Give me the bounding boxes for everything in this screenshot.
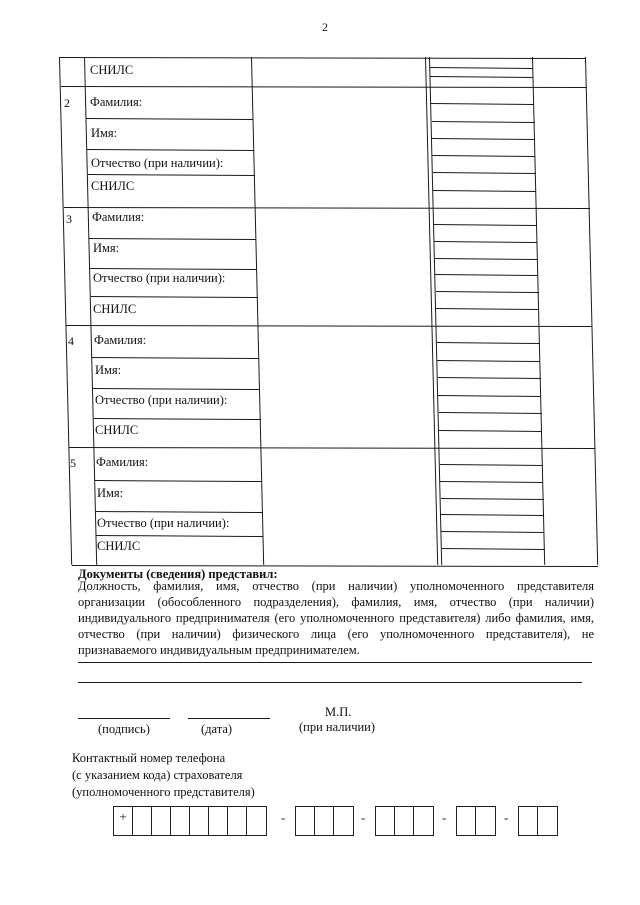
signature-line — [78, 682, 582, 683]
section-description: Должность, фамилия, имя, отчество (при наличии) уполномоченного представителя организации (обособленного подразделения), фамилия, имя, отчество (при наличии) индивидуального предпринимателя (его уполномоченного представителя) либо фамилия, имя, отчество (при наличии) физического лица (его уполномоченного представителя), не признаваемого индивидуальным предпринимателем. — [78, 579, 594, 657]
surname-label: Фамилия: — [96, 455, 149, 469]
snils-label: СНИЛС — [91, 179, 135, 193]
signature-line — [78, 718, 170, 719]
surname-label: Фамилия: — [94, 333, 147, 347]
phone-digit-cell[interactable] — [171, 807, 190, 835]
phone-area-code-field[interactable] — [295, 806, 354, 836]
phone-digit-cell[interactable] — [133, 807, 152, 835]
stamp-label: М.П. — [325, 705, 352, 719]
signature-line — [188, 718, 270, 719]
phone-digit-cell[interactable] — [209, 807, 228, 835]
name-label: Имя: — [95, 363, 122, 377]
contact-phone-caption — [72, 750, 255, 801]
patronymic-label: Отчество (при наличии): — [95, 393, 228, 407]
phone-digit-cell[interactable] — [376, 807, 395, 835]
row-number: 4 — [68, 334, 74, 348]
row-number: 5 — [70, 456, 76, 470]
phone-separator: - — [442, 810, 447, 825]
surname-label: Фамилия: — [92, 210, 145, 224]
phone-digit-cell[interactable] — [395, 807, 414, 835]
contact-line: Контактный номер телефона — [72, 751, 226, 765]
phone-country-code-field[interactable] — [113, 806, 267, 836]
phone-number-part1-field[interactable] — [375, 806, 434, 836]
row-number: 2 — [64, 96, 70, 110]
signature-line — [78, 662, 592, 663]
name-label: Имя: — [97, 486, 124, 500]
patronymic-label: Отчество (при наличии): — [91, 156, 224, 170]
phone-digit-cell[interactable] — [538, 807, 557, 835]
phone-plus-cell: + — [114, 807, 133, 835]
patronymic-label: Отчество (при наличии): — [93, 271, 226, 285]
phone-separator: - — [361, 810, 366, 825]
date-label: (дата) — [201, 722, 233, 736]
phone-digit-cell[interactable] — [247, 807, 266, 835]
page-number: 2 — [322, 20, 328, 34]
phone-digit-cell[interactable] — [334, 807, 353, 835]
phone-digit-cell[interactable] — [457, 807, 476, 835]
phone-digit-cell[interactable] — [152, 807, 171, 835]
stamp-note: (при наличии) — [299, 720, 376, 734]
snils-label: СНИЛС — [95, 423, 139, 437]
contact-line: (с указанием кода) страхователя — [72, 768, 243, 782]
phone-digit-cell[interactable] — [476, 807, 495, 835]
row-number: 3 — [66, 212, 72, 226]
section-title: Документы (сведения) представил: — [78, 567, 278, 581]
phone-digit-cell[interactable] — [228, 807, 247, 835]
snils-label: СНИЛС — [93, 302, 137, 316]
phone-number-part3-field[interactable] — [518, 806, 558, 836]
snils-label: СНИЛС — [97, 539, 141, 553]
phone-digit-cell[interactable] — [519, 807, 538, 835]
contact-line: (уполномоченного представителя) — [72, 785, 255, 799]
phone-digit-cell[interactable] — [296, 807, 315, 835]
patronymic-label: Отчество (при наличии): — [97, 516, 230, 530]
phone-digit-cell[interactable] — [414, 807, 433, 835]
phone-number-part2-field[interactable] — [456, 806, 496, 836]
name-label: Имя: — [93, 241, 120, 255]
signature-label: (подпись) — [98, 722, 150, 736]
phone-separator: - — [281, 810, 286, 825]
snils-label: СНИЛС — [90, 63, 134, 77]
name-label: Имя: — [91, 126, 118, 140]
phone-digit-cell[interactable] — [190, 807, 209, 835]
surname-label: Фамилия: — [90, 95, 143, 109]
phone-digit-cell[interactable] — [315, 807, 334, 835]
phone-separator: - — [504, 810, 509, 825]
